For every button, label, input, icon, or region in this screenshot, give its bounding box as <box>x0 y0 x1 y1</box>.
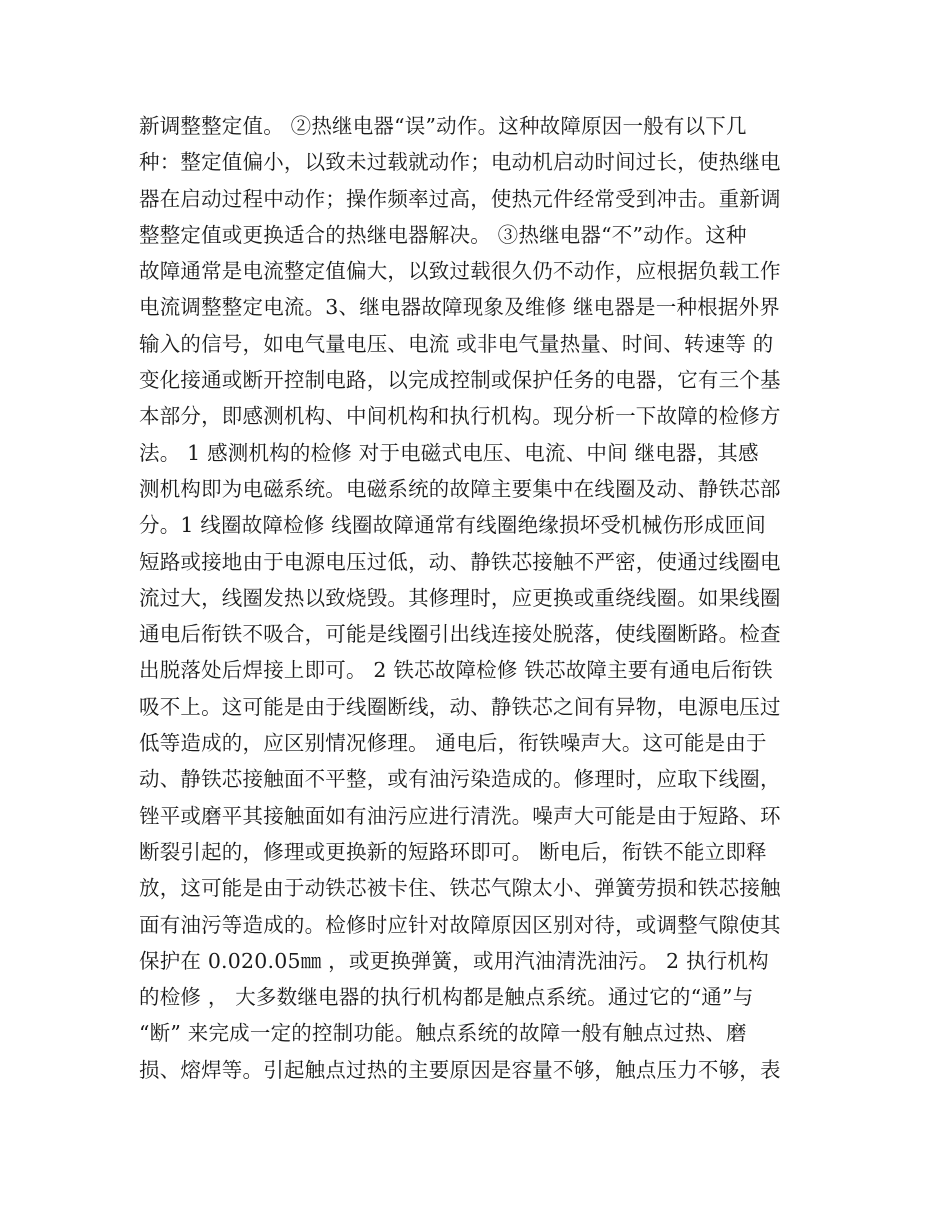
text-line: 新调整整定值。 ②热继电器“误”动作。这种故障原因一般有以下几 <box>139 114 747 138</box>
text-line: 本部分，即感测机构、中间机构和执行机构。现分析一下故障的检修方 <box>139 404 781 429</box>
text-line: 电流调整整定电流。3、继电器故障现象及维修 继电器是一种根据外界 <box>139 295 780 320</box>
text-line: 输入的信号，如电气量电压、电流 或非电气量热量、时间、转速等 的 <box>139 331 774 356</box>
text-line: 通电后衔铁不吸合，可能是线圈引出线连接处脱落，使线圈断路。检查 <box>139 622 781 647</box>
text-line: 吸不上。这可能是由于线圈断线，动、静铁芯之间有异物，电源电压过 <box>139 694 781 719</box>
text-line: 流过大，线圈发热以致烧毁。其修理时，应更换或重绕线圈。如果线圈 <box>139 585 781 610</box>
text-line: 种：整定值偏小，以致未过载就动作；电动机启动时间过长，使热继电 <box>139 150 781 175</box>
text-line: 故障通常是电流整定值偏大，以致过载很久仍不动作，应根据负载工作 <box>139 259 781 284</box>
text-line: 的检修 ， 大多数继电器的执行机构都是触点系统。通过它的“通”与 <box>139 985 754 1010</box>
text-line: 损、熔焊等。引起触点过热的主要原因是容量不够，触点压力不够，表 <box>139 1057 781 1082</box>
text-line: 断裂引起的，修理或更换新的短路环即可。 断电后，衔铁不能立即释 <box>139 839 767 864</box>
text-line: 保护在 0.020.05㎜ ，或更换弹簧，或用汽油清洗油污。 2 执行机构 <box>139 948 769 973</box>
text-line: 动、静铁芯接触面不平整，或有油污染造成的。修理时，应取下线圈， <box>139 767 781 792</box>
text-line: 测机构即为电磁系统。电磁系统的故障主要集中在线圈及动、静铁芯部 <box>139 476 781 501</box>
text-line: 器在启动过程中动作；操作频率过高，使热元件经常受到冲击。重新调 <box>139 186 781 211</box>
text-line: 整整定值或更换适合的热继电器解决。 ③热继电器“不”动作。这种 <box>139 222 747 247</box>
text-line: 面有油污等造成的。检修时应针对故障原因区别对待，或调整气隙使其 <box>139 912 781 937</box>
text-line: “断” 来完成一定的控制功能。触点系统的故障一般有触点过热、磨 <box>139 1021 747 1046</box>
body-text <box>139 108 819 1088</box>
text-line: 放，这可能是由于动铁芯被卡住、铁芯气隙太小、弹簧劳损和铁芯接触 <box>139 876 781 901</box>
text-line: 变化接通或断开控制电路，以完成控制或保护任务的电器，它有三个基 <box>139 368 781 393</box>
text-line: 法。 1 感测机构的检修 对于电磁式电压、电流、中间 继电器，其感 <box>139 440 759 465</box>
text-line: 锉平或磨平其接触面如有油污应进行清洗。噪声大可能是由于短路、环 <box>139 803 781 828</box>
text-line: 短路或接地由于电源电压过低，动、静铁芯接触不严密，使通过线圈电 <box>139 549 781 574</box>
text-line: 低等造成的，应区别情况修理。 通电后，衔铁噪声大。这可能是由于 <box>139 731 767 756</box>
text-line: 出脱落处后焊接上即可。 2 铁芯故障检修 铁芯故障主要有通电后衔铁 <box>139 658 773 683</box>
text-line: 分。1 线圈故障检修 线圈故障通常有线圈绝缘损坏受机械伤形成匝间 <box>139 513 766 538</box>
